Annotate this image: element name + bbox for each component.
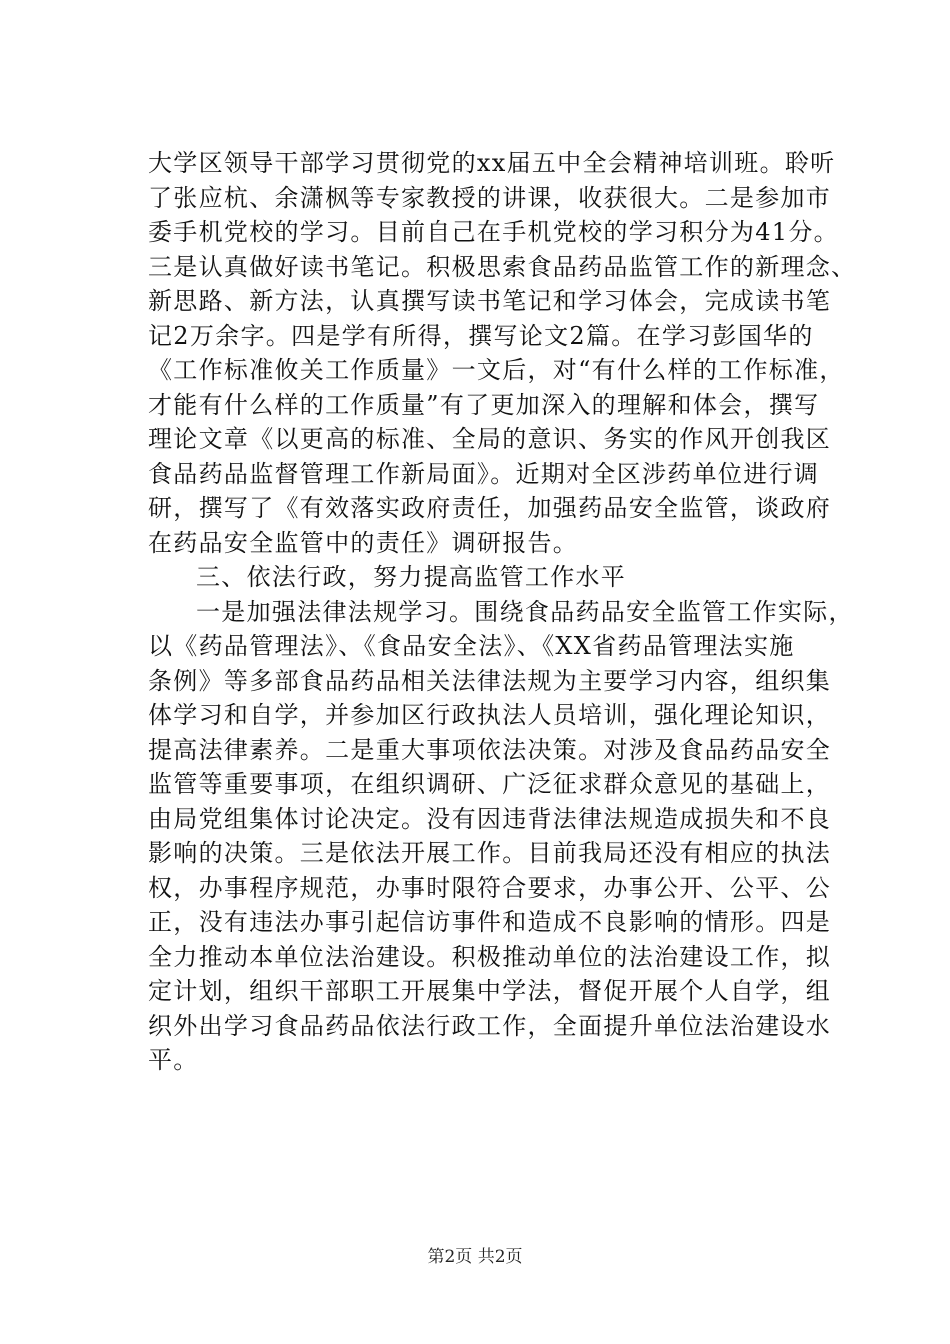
text-line: 定计划，组织干部职工开展集中学法，督促开展个人自学，组 [148, 977, 832, 1005]
section-heading: 三、依法行政，努力提高监管工作水平 [196, 563, 627, 591]
text-line: 在药品安全监管中的责任》调研报告。 [148, 528, 579, 557]
text-line: 才能有什么样的工作质量”有了更加深入的理解和体会，撰写 [148, 390, 820, 419]
document-body [148, 146, 857, 1078]
text-line: 织外出学习食品药品依法行政工作，全面提升单位法治建设水 [148, 1011, 832, 1040]
page-number: 第2页 共2页 [427, 1247, 523, 1267]
text-line: 以《药品管理法》、《食品安全法》、《XX省药品管理法实施 [148, 632, 795, 660]
text-line: 研，撰写了《有效落实政府责任，加强药品安全监管，谈政府 [148, 494, 832, 522]
text-line: 影响的决策。三是依法开展工作。目前我局还没有相应的执法 [148, 839, 832, 867]
text-line: 委手机党校的学习。目前自己在手机党校的学习积分为41分。 [148, 218, 839, 246]
text-line: 一是加强法律法规学习。围绕食品药品安全监管工作实际， [196, 597, 854, 626]
text-line: 正，没有违法办事引起信访事件和造成不良影响的情形。四是 [148, 908, 832, 936]
text-line: 理论文章《以更高的标准、全局的意识、务实的作风开创我区 [148, 425, 832, 453]
text-line: 权，办事程序规范，办事时限符合要求，办事公开、公平、公 [148, 873, 832, 902]
text-line: 平。 [148, 1046, 199, 1074]
text-line: 记2万余字。四是学有所得，撰写论文2篇。在学习彭国华的 [148, 321, 814, 350]
text-line: 监管等重要事项，在组织调研、广泛征求群众意见的基础上， [148, 770, 832, 798]
text-line: 三是认真做好读书笔记。积极思索食品药品监管工作的新理念、 [148, 252, 857, 281]
text-line: 食品药品监督管理工作新局面》。近期对全区涉药单位进行调 [148, 459, 820, 488]
text-line: 新思路、新方法，认真撰写读书笔记和学习体会，完成读书笔 [148, 287, 832, 315]
text-line: 大学区领导干部学习贯彻党的xx届五中全会精神培训班。聆听 [148, 149, 836, 177]
text-line: 《工作标准攸关工作质量》一文后，对“有什么样的工作标准， [148, 356, 845, 384]
text-line: 全力推动本单位法治建设。积极推动单位的法治建设工作，拟 [148, 942, 832, 971]
text-line: 提高法律素养。二是重大事项依法决策。对涉及食品药品安全 [148, 735, 832, 764]
text-line: 体学习和自学，并参加区行政执法人员培训，强化理论知识， [148, 701, 832, 729]
text-line: 由局党组集体讨论决定。没有因违背法律法规造成损失和不良 [148, 804, 832, 833]
text-line: 了张应杭、余潇枫等专家教授的讲课，收获很大。二是参加市 [148, 183, 832, 212]
text-line: 条例》等多部食品药品相关法律法规为主要学习内容，组织集 [148, 666, 832, 695]
